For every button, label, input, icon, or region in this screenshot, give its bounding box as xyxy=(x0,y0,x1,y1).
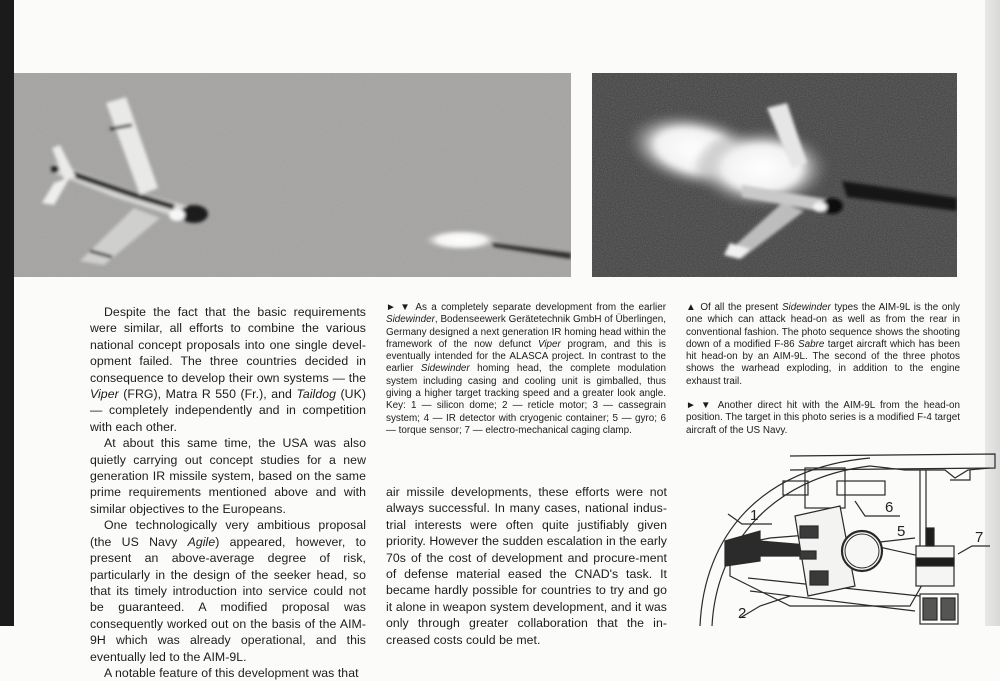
seeker-head-cutaway-diagram xyxy=(690,446,1000,626)
text-run: At about this same time, the USA was also quietly carrying out concept studies for a new generation IR missile system, based on the same prime requirements mentioned above and with similar objectives to the Europeans. xyxy=(90,436,366,516)
text-run: One technologically very ambitious proposal (the US Navy xyxy=(90,518,366,549)
diagram-drawing xyxy=(690,446,1000,626)
text-run: (UK) — completely independently and in competition with each other. xyxy=(90,387,366,434)
photo-2-image xyxy=(592,73,957,277)
text-run: program, and this is eventually intended for the ALASCA project. In contrast to the earlier xyxy=(386,338,666,375)
italic-term: Sabre xyxy=(798,338,825,350)
text-run: (FRG), Matra R 550 (Fr.), and xyxy=(118,387,297,402)
text-run: Of all the present xyxy=(696,302,782,313)
paragraph: air missile developments, these efforts were not always successful. In many cases, national indus-trial interests were often quite justifiably given priority. However the sudden escalation in the early 70s of the cost of development and procure-ment of defense material eased the CNAD's task. It became hardly possible for countries to try and go it alone in weapon system development, and it was only through greater collaboration that the in-creased costs could be met. xyxy=(386,485,667,647)
text-run: , Bodenseewerk Gerätetechnik GmbH of Überlingen, Germany designed a next generation IR homing head within the framework of the now defunct xyxy=(386,314,666,350)
caption-text xyxy=(686,400,960,436)
italic-term: Sidewinder xyxy=(781,302,831,313)
photo-captions xyxy=(686,302,960,449)
text-run: homing head, the complete modulation system including casing and cooling unit is gimballed, thus giving a higher target tracking speed and a greater look angle. Key: 1 — silicon dome; 2 — reticle motor; 3 — cassegrain system; 4 — IR detector with cryogenic container; 5 — gyro; 6 — torque sensor; 7 — electro-mechanical caging clamp. xyxy=(386,363,666,436)
italic-term: Sidewinder xyxy=(386,314,435,326)
photo-warhead-explosion xyxy=(592,73,957,277)
text-run: Despite the fact that the basic requirements were similar, all efforts to combine the various national concept proposals into one single devel-opment failed. The three countries decided in consequence to develop their own systems — the xyxy=(90,305,366,385)
italic-term: Sidewinder xyxy=(420,363,470,375)
paragraph xyxy=(90,517,366,665)
diagram-label-1: 1 xyxy=(750,507,759,524)
diagram-label-7: 7 xyxy=(975,529,984,546)
diagram-label-5: 5 xyxy=(897,523,906,540)
caption-text xyxy=(386,302,666,436)
italic-term: Agile xyxy=(187,534,216,549)
caption-paragraph xyxy=(686,302,960,388)
photo-1-image xyxy=(14,73,571,277)
article-column-1 xyxy=(90,304,366,681)
text-run: target aircraft which has been hit head-on by an AIM-9L. The second of the three photos shows the warhead exploding, in addition to the engine exhaust trail. xyxy=(686,338,960,387)
paragraph xyxy=(90,435,366,517)
text-run: Another direct hit with the AIM-9L from the head-on position. The target in this photo series is a modified F-4 target aircraft of the US Navy. xyxy=(686,400,960,436)
text-run: A notable feature of this development was that xyxy=(104,665,359,680)
caption-pointer-icon: ► ▼ xyxy=(686,400,714,412)
seeker-head-caption xyxy=(386,302,666,449)
text-run: ) appeared, however, to present an above-average degree of risk, particularly in the design of the seeker head, so that its timely introduction into service could not be guaranteed. A modified proposal was consequently worked out on the basis of the AIM-9H which was already operational, and this eventually led to the AIM-9L. xyxy=(90,534,366,664)
italic-term: Taildog xyxy=(296,387,336,402)
diagram-label-6: 6 xyxy=(885,499,894,516)
caption-pointer-icon: ▲ xyxy=(686,302,697,313)
caption-pointer-icon: ► ▼ xyxy=(386,302,412,313)
article-column-2 xyxy=(386,484,667,648)
caption-text xyxy=(686,302,960,387)
page-binding-edge xyxy=(0,0,14,626)
text-run: types the AIM-9L is the only one which can attack head-on as well as from the rear in conventional fashion. The photo sequence shows the shooting down of a modified F-86 xyxy=(686,302,960,350)
paragraph xyxy=(90,304,366,435)
italic-term: Viper xyxy=(537,338,561,350)
diagram-label-2: 2 xyxy=(738,605,747,622)
paragraph xyxy=(90,665,366,681)
text-run: As a completely separate development from the earlier xyxy=(415,302,666,313)
caption-paragraph xyxy=(686,400,960,437)
photo-aircraft-and-missile xyxy=(14,73,571,277)
italic-term: Viper xyxy=(90,387,119,402)
caption-paragraph xyxy=(386,302,666,437)
